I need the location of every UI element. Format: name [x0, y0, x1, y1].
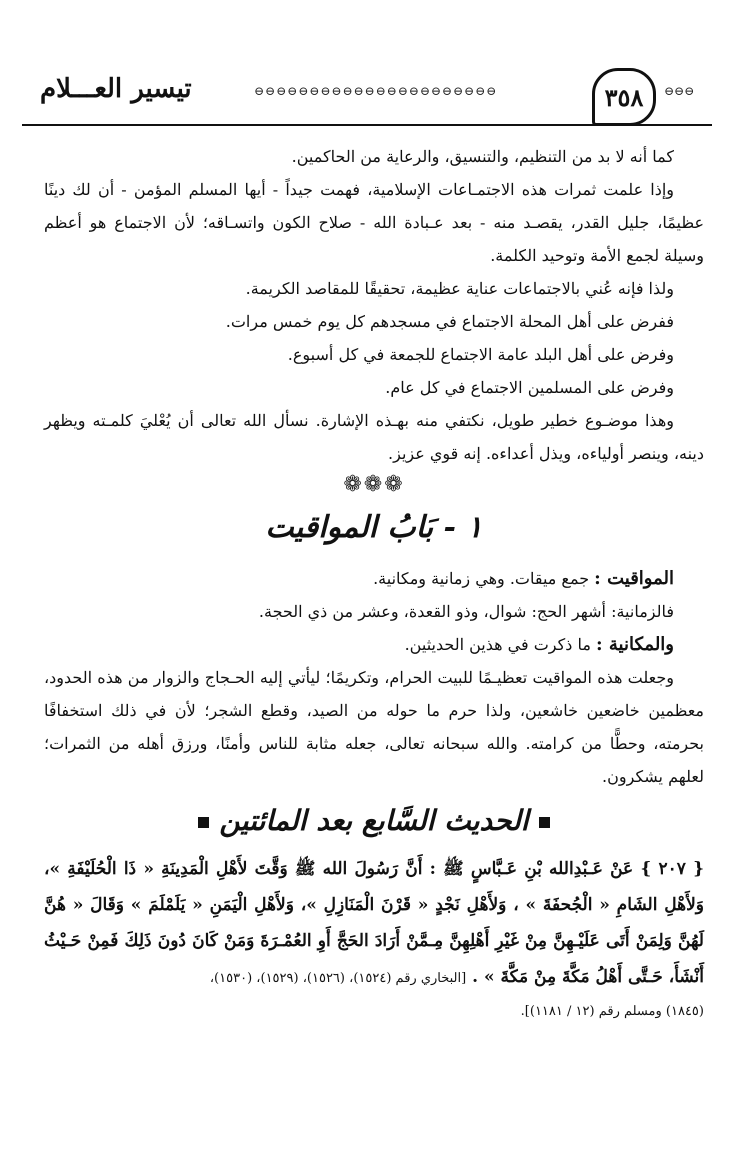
paragraph: ففرض على أهل المحلة الاجتماع في مسجدهم كل يوم خمس مرات.	[225, 312, 674, 331]
paragraph: ولذا فإنه عُني بالاجتماعات عناية عظيمة، تحقيقًا للمقاصد الكريمة.	[245, 279, 674, 298]
paragraph: وفرض على المسلمين الاجتماع في كل عام.	[385, 378, 674, 397]
chapter-title: ١ - بَابُ المواقيت	[265, 510, 483, 545]
header-ornament-right: ⊖⊖⊖	[664, 84, 695, 98]
definition-line: فالزمانية: أشهر الحج: شوال، وذو القعدة، وعشر من ذي الحجة.	[258, 602, 674, 621]
header-divider	[22, 124, 712, 126]
hadith-source: [البخاري رقم (١٥٢٤)، (١٥٢٦)، (١٥٢٩)، (١٥٣٠)،	[209, 971, 467, 986]
paragraph: وجعلت هذه المواقيت تعظيـمًا للبيت الحرام، وتكريمًا؛ ليأتي إليه الحـجاج والزوار من هذه الحدود، معظمين خاضعين خاشعين، ولذا حرم ما حوله من الصيد، وقطع الشجر؛ لأن في ذلك استخفافًا بحرمته، وحطًّا من كرامته. والله سبحانه تعالى، جعله مثابة للناس وأمنًا، ورزق أهله من الثمرات؛ لعلهم يشكرون.	[44, 668, 704, 786]
square-bullet-icon	[539, 817, 550, 828]
running-title: تيسير العـــلام	[40, 74, 192, 104]
definition-line	[44, 628, 704, 661]
page-body	[44, 140, 704, 1027]
definition-term: والمكانية :	[595, 634, 674, 655]
header-ornament: ⊖⊖⊖⊖⊖⊖⊖⊖⊖⊖⊖⊖⊖⊖⊖⊖⊖⊖⊖⊖⊖⊖	[254, 84, 498, 98]
hadith-body: { ٢٠٧ } عَنْ عَـبْدِالله بْنِ عَـبَّاسٍ ﷺ : أَنَّ رَسُولَ الله ﷺ وَقَّتَ لأَهْلِ الْمَدِينَةِ « ذَا الْحُلَيْفَةِ »، وَلأَهْلِ الشَامِ « الْجُحفَةَ » ، وَلأَهْلِ نَجْدٍ « قَرْنَ الْمَنَازِلِ »، وَلأَهْلِ الْيَمَنِ « يَلَمْلَمَ » وَقَالَ « هُنَّ لَهُنَّ وَلِمَنْ أَتَى عَلَيْـهِنَّ مِنْ غَيْرِ أَهْلِهِنَّ مِـمَّنْ أَرَادَ الحَجَّ أَوِ العُمْـرَةَ وَمَنْ كَانَ دُونَ ذَلِكَ فَمِنْ حَـيْثُ أَنْشَأَ، حَـتَّى أَهْلُ مَكَّةَ مِنْ مَكَّةَ » .	[44, 859, 704, 987]
hadith-heading-text: الحديث السَّابع بعد المائتين	[219, 804, 529, 837]
page-number: ٣٥٨	[592, 68, 656, 126]
definition-term: المواقيت :	[594, 568, 674, 589]
definition-line	[44, 562, 704, 595]
hadith-source-continued: (١٨٤٥) ومسلم رقم (١٢ / ١١٨١)].	[520, 1004, 704, 1019]
hadith-heading	[44, 797, 704, 845]
paragraph: وفرض على أهل البلد عامة الاجتماع للجمعة في كل أسبوع.	[287, 345, 674, 364]
definition-text: جمع ميقات. وهي زمانية ومكانية.	[373, 569, 590, 588]
page-header	[22, 68, 712, 132]
hadith-text	[44, 851, 704, 997]
definition-text: ما ذكرت في هذين الحديثين.	[404, 635, 591, 654]
separator-ornament: ❁❁❁	[343, 472, 405, 497]
paragraph: كما أنه لا بد من التنظيم، والتنسيق، والرعاية من الحاكمين.	[291, 147, 674, 166]
paragraph: وإذا علمت ثمرات هذه الاجتمـاعات الإسلامية، فهمت جيداً - أيها المسلم المؤمن - أن لك دينًا عظيمًا، جليل القدر، يقصـد منه - بعد عـبادة الله - صلاح الكون واتسـاقه؛ لأن الاجتماع هو أعظم وسيلة لجمع الأمة وتوحيد الكلمة.	[44, 180, 704, 265]
paragraph: وهذا موضـوع خطير طويل، نكتفي منه بهـذه الإشارة. نسأل الله تعالى أن يُعْليَ كلمـته ويظهر دينه، وينصر أولياءه، ويذل أعداءه. إنه قوي عزيز.	[44, 411, 704, 463]
square-bullet-icon	[198, 817, 209, 828]
